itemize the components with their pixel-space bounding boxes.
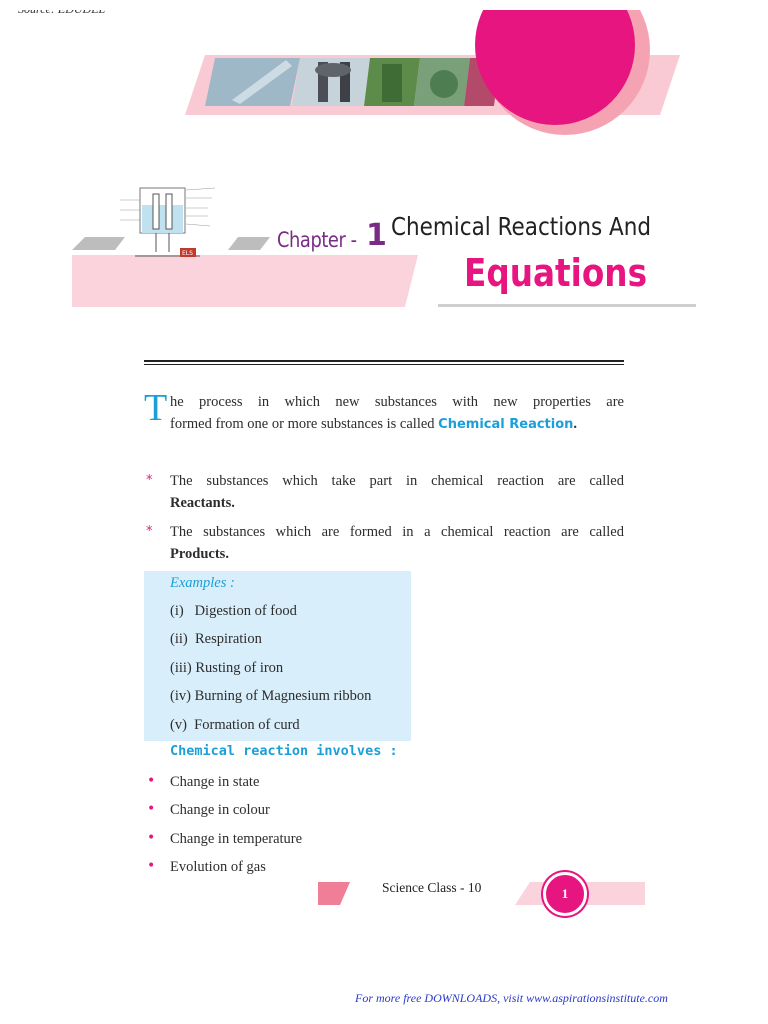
involves-item: Change in colour bbox=[170, 802, 270, 818]
example-number: (v) bbox=[170, 717, 187, 733]
downloads-note: For more free DOWNLOADS, visit www.aspirationsinstitute.com bbox=[355, 991, 668, 1005]
example-item bbox=[170, 657, 283, 679]
header-banner bbox=[0, 0, 768, 140]
chapter-title-line1: Chemical Reactions And bbox=[391, 212, 651, 241]
involves-item: Change in state bbox=[170, 774, 260, 790]
page-number-badge: 1 bbox=[543, 872, 587, 916]
example-number: (iii) bbox=[170, 660, 192, 676]
example-label: Burning of Magnesium ribbon bbox=[194, 688, 372, 704]
definition-marker: * bbox=[146, 524, 153, 539]
definition-term-reactants: Reactants. bbox=[170, 495, 235, 511]
mid-grey-slant bbox=[228, 237, 270, 250]
footer-class-label: Science Class - 10 bbox=[382, 880, 482, 895]
definition-text: The substances which are formed in a chemical reaction are called bbox=[170, 524, 624, 540]
definition-term-products: Products. bbox=[170, 546, 229, 562]
footer-left-slant bbox=[318, 882, 350, 905]
chapter-number: 1 bbox=[366, 218, 387, 253]
example-item bbox=[170, 600, 297, 622]
example-number: (i) bbox=[170, 603, 184, 619]
intro-line2 bbox=[170, 413, 640, 436]
example-item bbox=[170, 714, 300, 736]
involves-item: Change in temperature bbox=[170, 831, 303, 847]
example-item bbox=[170, 685, 371, 707]
example-number: (ii) bbox=[170, 631, 188, 647]
drop-cap: T bbox=[144, 387, 168, 429]
bullet-icon: • bbox=[147, 801, 156, 817]
title-underline bbox=[438, 304, 696, 307]
chemical-reaction-term: Chemical Reaction bbox=[438, 417, 574, 432]
bullet-icon: • bbox=[147, 858, 156, 874]
involves-title: Chemical reaction involves : bbox=[170, 743, 398, 759]
examples-title: Examples : bbox=[170, 575, 235, 591]
bullet-icon: • bbox=[147, 773, 156, 789]
electrolysis-diagram-icon bbox=[120, 188, 215, 257]
involves-item: Evolution of gas bbox=[170, 859, 266, 875]
example-label: Rusting of iron bbox=[195, 660, 284, 676]
chapter-label: Chapter - bbox=[277, 228, 357, 252]
bullet-icon: • bbox=[147, 830, 156, 846]
example-number: (iv) bbox=[170, 688, 191, 704]
example-label: Formation of curd bbox=[194, 717, 300, 733]
definition-text: The substances which take part in chemical reaction are called bbox=[170, 473, 624, 489]
heading-pink-band bbox=[72, 255, 418, 307]
example-label: Digestion of food bbox=[194, 603, 297, 619]
intro-line2-text: formed from one or more substances is called bbox=[170, 416, 435, 432]
banner-photos bbox=[205, 58, 500, 106]
chapter-title-line2: Equations bbox=[464, 251, 648, 295]
section-divider-bottom bbox=[144, 364, 624, 365]
diagram-label: ELS bbox=[182, 250, 193, 257]
example-label: Respiration bbox=[194, 631, 262, 647]
definition-marker: * bbox=[146, 473, 153, 488]
intro-period: . bbox=[573, 416, 578, 432]
left-grey-slant bbox=[72, 237, 125, 250]
section-divider-top bbox=[144, 360, 624, 362]
intro-line1: he process in which new substances with new properties are bbox=[170, 394, 624, 410]
example-item bbox=[170, 628, 262, 650]
